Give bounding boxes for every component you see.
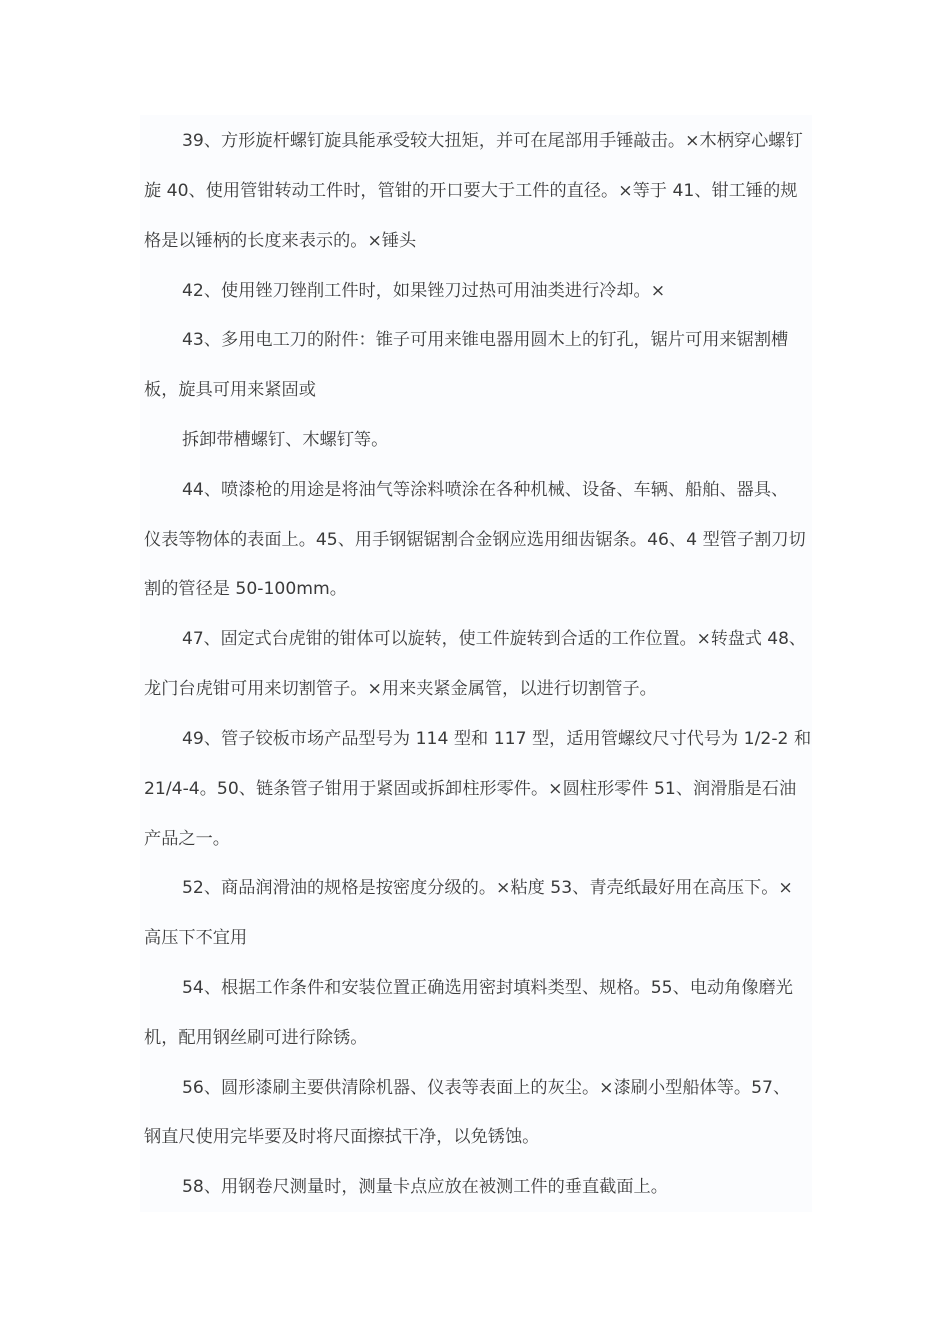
text-line-43: 43、多用电工刀的附件：锥子可用来锥电器用圆木上的钉孔，锯片可用来锯割槽 bbox=[182, 330, 789, 350]
text-line-43-cont-2: 拆卸带槽螺钉、木螺钉等。 bbox=[182, 430, 389, 450]
text-line-44: 44、喷漆枪的用途是将油气等涂料喷涂在各种机械、设备、车辆、船舶、器具、 bbox=[182, 480, 789, 500]
text-line-58: 58、用钢卷尺测量时，测量卡点应放在被测工件的垂直截面上。 bbox=[182, 1177, 668, 1197]
text-line-54-55: 54、根据工作条件和安装位置正确选用密封填料类型、规格。55、电动角像磨光 bbox=[182, 978, 793, 998]
text-line-50-51: 21/4-4。50、链条管子钳用于紧固或拆卸柱形零件。×圆柱形零件 51、润滑脂是石油 bbox=[144, 779, 797, 799]
text-line-55-cont: 机，配用钢丝刷可进行除锈。 bbox=[144, 1028, 368, 1048]
text-line-42: 42、使用锉刀锉削工件时，如果锉刀过热可用油类进行冷却。× bbox=[182, 281, 666, 301]
text-line-57-cont: 钢直尺使用完毕要及时将尺面擦拭干净，以免锈蚀。 bbox=[144, 1127, 540, 1147]
text-line-47: 47、固定式台虎钳的钳体可以旋转，使工件旋转到合适的工作位置。×转盘式 48、 bbox=[182, 629, 806, 649]
text-line-52-53: 52、商品润滑油的规格是按密度分级的。×粘度 53、青壳纸最好用在高压下。× bbox=[182, 878, 793, 898]
text-line-48: 龙门台虎钳可用来切割管子。×用来夹紧金属管，以进行切割管子。 bbox=[144, 679, 657, 699]
text-line-44-46: 仪表等物体的表面上。45、用手钢锯锯割合金钢应选用细齿锯条。46、4 型管子割刀切 bbox=[144, 530, 806, 550]
text-line-53-cont: 高压下不宜用 bbox=[144, 928, 248, 948]
text-line-40-41: 旋 40、使用管钳转动工件时，管钳的开口要大于工件的直径。×等于 41、钳工锤的规 bbox=[144, 181, 798, 201]
text-line-49: 49、管子铰板市场产品型号为 114 型和 117 型，适用管螺纹尺寸代号为 1/2-2 和 bbox=[182, 729, 812, 749]
text-line-43-cont: 板，旋具可用来紧固或 bbox=[144, 380, 316, 400]
text-line-51-cont: 产品之一。 bbox=[144, 829, 230, 849]
text-line-56-57: 56、圆形漆刷主要供清除机器、仪表等表面上的灰尘。×漆刷小型船体等。57、 bbox=[182, 1078, 791, 1098]
text-line-46-cont: 割的管径是 50-100mm。 bbox=[144, 579, 347, 599]
text-line-41-cont: 格是以锤柄的长度来表示的。×锤头 bbox=[144, 231, 417, 251]
text-line-39: 39、方形旋杆螺钉旋具能承受较大扭矩，并可在尾部用手锤敲击。×木柄穿心螺钉 bbox=[182, 131, 803, 151]
